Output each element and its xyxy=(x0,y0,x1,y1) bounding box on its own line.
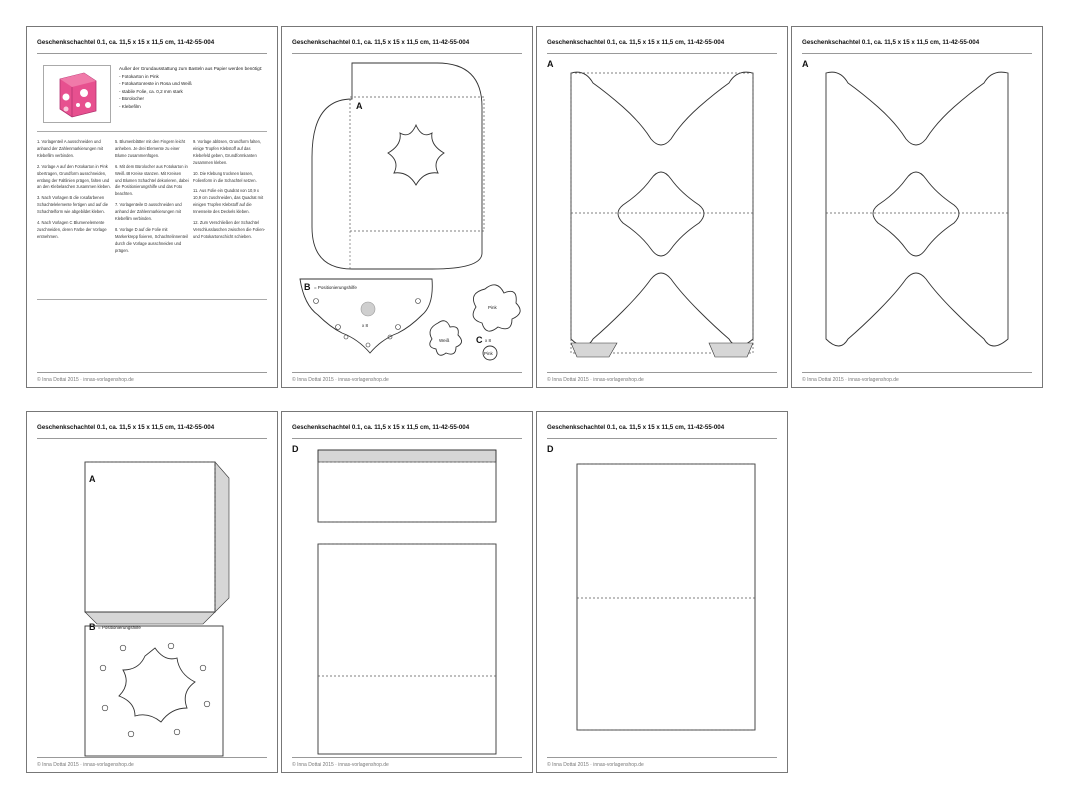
template-d-part-3 xyxy=(577,464,755,730)
footer-rule xyxy=(547,757,777,758)
label-d: D xyxy=(547,444,554,454)
label-b: B xyxy=(89,622,96,632)
flower-label-pink: Pink xyxy=(488,305,497,310)
section-rule xyxy=(37,131,267,132)
template-d-part-2 xyxy=(318,544,496,754)
product-photo xyxy=(43,65,111,123)
positioning-circle xyxy=(361,302,375,316)
page-header: Geschenkschachtel 0.1, ca. 11,5 x 15 x 11,5 cm, 11-42-55-004 xyxy=(37,424,215,431)
template-d-drawing xyxy=(282,412,533,773)
instruction-columns xyxy=(37,139,267,259)
footer-rule xyxy=(292,372,522,373)
glue-flap xyxy=(85,612,215,624)
footer-rule xyxy=(292,757,522,758)
materials-line: - stabile Folie, ca. 0,2 mm stark xyxy=(119,88,183,94)
instruction-column-2 xyxy=(115,139,189,259)
template-a-outline xyxy=(312,63,482,269)
instruction-step: 5. Blumenblätter mit den Fingern leicht anheben. Je drei Elemente zu einer Blume zusammenfügen. xyxy=(115,139,186,158)
page-header: Geschenkschachtel 0.1, ca. 11,5 x 15 x 11,5 cm, 11-42-55-004 xyxy=(547,39,725,46)
instruction-column-3 xyxy=(193,139,267,259)
template-page-7 xyxy=(536,411,788,773)
page-footer: © Inna Dottai 2015 · innas-vorlagenshop.de xyxy=(37,377,134,383)
materials-line: - Fotokarton in Pink xyxy=(119,73,159,79)
positioning-window xyxy=(119,648,195,722)
fold-line-square xyxy=(350,97,484,231)
instruction-step: 3. Nach Vorlagen B die rosafarbenen Schachtelelemente fertigen und auf die Schachtelform wie abgebildet kleben. xyxy=(37,195,109,215)
label-a: A xyxy=(356,101,363,111)
glue-flap xyxy=(215,462,229,612)
page-footer: © Inna Dottai 2015 · innas-vorlagenshop.de xyxy=(547,762,644,768)
label-d: D xyxy=(292,444,299,454)
footer-rule xyxy=(802,372,1032,373)
template-d-drawing xyxy=(537,412,788,773)
footer-rule xyxy=(37,757,267,758)
quantity-label: x 8 xyxy=(362,323,369,328)
page-footer: © Inna Dottai 2015 · innas-vorlagenshop.de xyxy=(37,762,134,768)
page-header: Geschenkschachtel 0.1, ca. 11,5 x 15 x 11,5 cm, 11-42-55-004 xyxy=(547,424,725,431)
label-b: B xyxy=(304,282,311,292)
gift-box-image xyxy=(54,69,100,119)
template-a-strip-drawing xyxy=(537,27,788,388)
template-page-4 xyxy=(791,26,1043,388)
footer-rule xyxy=(37,372,267,373)
materials-line: - Klebefilm xyxy=(119,103,141,109)
template-a-corner-drawing xyxy=(27,412,278,773)
label-a: A xyxy=(802,59,809,69)
page-header: Geschenkschachtel 0.1, ca. 11,5 x 15 x 11,5 cm, 11-42-55-004 xyxy=(802,39,980,46)
materials-line: Außer der Grundausstattung zum Basteln aus Papier werden benötigt: xyxy=(119,66,263,71)
page-footer: © Inna Dottai 2015 · innas-vorlagenshop.de xyxy=(292,762,389,768)
glue-flap xyxy=(571,343,617,357)
circle-label-pink: Pink xyxy=(484,351,493,356)
instruction-step: 9. Vorlage ablösen, Grundform falten, einige Tropfen Klebstoff auf das Klebefeld geben, Grundformkanten zusammen kleben. xyxy=(193,139,262,165)
template-a-strip-outline xyxy=(826,72,1008,346)
label-a: A xyxy=(547,59,554,69)
template-page-1 xyxy=(26,26,278,388)
label-a: A xyxy=(89,474,96,484)
instruction-step: 12. Zum Verschließen der Schachtel Verschlusslaschen zwischen die Folien- und Fotokartonschicht schieben. xyxy=(193,220,266,239)
template-page-5 xyxy=(26,411,278,773)
template-page-6 xyxy=(281,411,533,773)
materials-line: - Fotokartonreste in Rosa und Weiß xyxy=(119,81,192,87)
instruction-step: 4. Nach Vorlagen C Blumenelemente zuschneiden, deren Farbe der Vorlage entnehmen. xyxy=(37,220,107,239)
page-footer: © Inna Dottai 2015 · innas-vorlagenshop.de xyxy=(802,377,899,383)
footer-rule xyxy=(547,372,777,373)
instruction-step: 10. Die Klebung trocknen lassen, Folienform in die Schachtel setzen. xyxy=(193,170,257,183)
page-header: Geschenkschachtel 0.1, ca. 11,5 x 15 x 11,5 cm, 11-42-55-004 xyxy=(37,39,215,46)
instruction-step: 1. Vorlagenteil A ausschneiden und anhand der Zahlenmarkierungen mit Klebefilm verbinden. xyxy=(37,139,103,158)
positioning-caption: = Positionierungshilfe xyxy=(314,285,357,290)
page-footer: © Inna Dottai 2015 · innas-vorlagenshop.de xyxy=(547,377,644,383)
positioning-caption: = Positionierungshilfe xyxy=(98,625,141,630)
page-header: Geschenkschachtel 0.1, ca. 11,5 x 15 x 11,5 cm, 11-42-55-004 xyxy=(292,424,470,431)
materials-line: - Bürolocher xyxy=(119,96,145,102)
instruction-column-1 xyxy=(37,139,111,259)
page-footer: © Inna Dottai 2015 · innas-vorlagenshop.de xyxy=(292,377,389,383)
template-a-and-b-drawing xyxy=(282,27,533,388)
materials-list xyxy=(119,65,269,111)
label-c: C xyxy=(476,335,483,345)
template-b-square xyxy=(85,626,223,756)
template-a-strip-drawing xyxy=(792,27,1043,388)
template-a-square xyxy=(85,462,215,612)
instruction-step: 6. Mit dem Bürolocher aus Fotokarton in Weiß 48 Kreise stanzen. Mit Kreisen und Blumen Schachtel dekorieren, dabei die Positionierungshilfe und das Foto beachten. xyxy=(115,163,189,197)
instruction-step: 2. Vorlage A auf den Fotokarton in Pink übertragen, Grundform ausschneiden, entlang der Faltlinien prägen, falten und an den Klebelaschen zusammen kleben. xyxy=(37,163,111,190)
window-cutout xyxy=(388,125,444,185)
glue-flap xyxy=(318,450,496,462)
template-page-2 xyxy=(281,26,533,388)
flower-label-weiss: Weiß xyxy=(439,338,450,343)
page-header: Geschenkschachtel 0.1, ca. 11,5 x 15 x 11,5 cm, 11-42-55-004 xyxy=(292,39,470,46)
template-page-3 xyxy=(536,26,788,388)
instruction-step: 11. Aus Folie ein Quadrat von 10,9 x 10,9 cm zuschneiden, das Quadrat mit einigen Tropfen Klebstoff auf die Innenseite des Deckels kleben. xyxy=(193,188,264,215)
section-rule xyxy=(37,299,267,300)
instruction-step: 8. Vorlage D auf die Folie mit Markerkrepp fixieren, Schachtelinnenteil durch die Vorlage ausschneiden und prägen. xyxy=(115,226,188,253)
glue-flap xyxy=(709,343,753,357)
template-a-strip-outline xyxy=(571,72,753,346)
header-rule xyxy=(37,53,267,54)
instruction-step: 7. Vorlagenteile D ausschneiden und anhand der Zahlenmarkierungen mit Klebefilm verbinden. xyxy=(115,202,182,222)
quantity-label: x 8 xyxy=(485,338,492,343)
